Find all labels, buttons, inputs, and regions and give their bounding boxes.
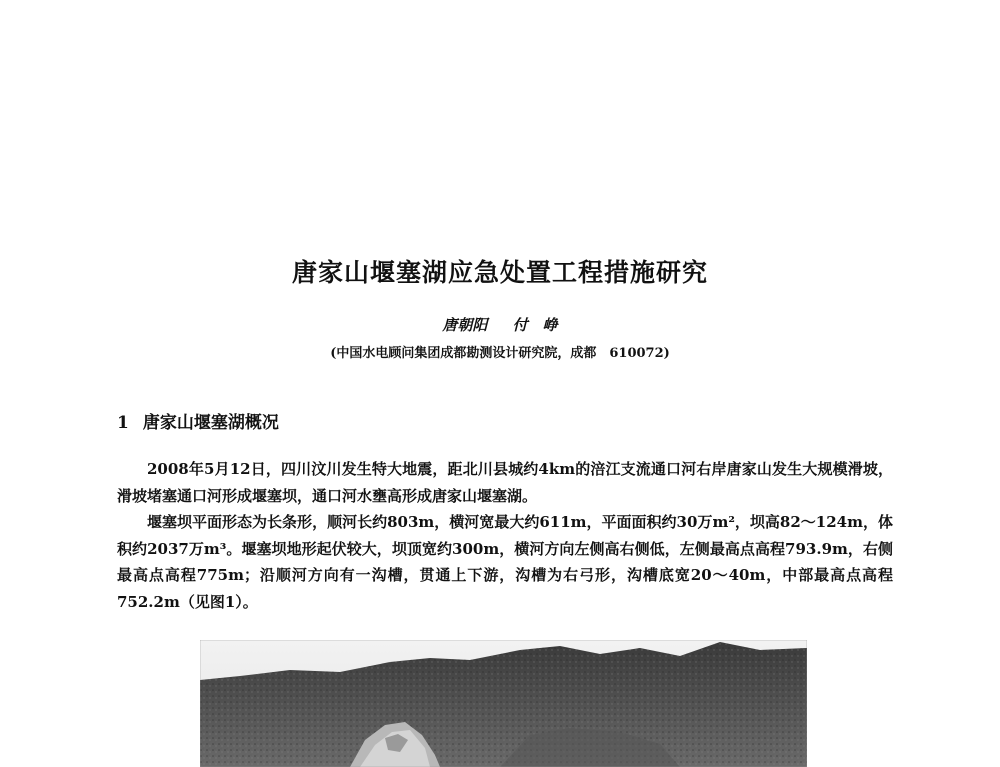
section-title: 唐家山堰塞湖概况 (142, 413, 279, 433)
author-affiliation: (中国水电顾问集团成都勘测设计研究院，成都 610072) (330, 346, 670, 361)
author-name: 付 峥 (512, 316, 558, 334)
landslide-photo-image (200, 640, 807, 767)
author-name: 唐朝阳 (442, 316, 488, 334)
body-paragraph: 2008年5月12日，四川汶川发生特大地震，距北川县城约4km的涪江支流通口河右岸唐家山发生大规模滑坡，滑坡堵塞通口河形成堰塞坝，通口河水壅高形成唐家山堰塞湖。 (117, 460, 893, 505)
section-number: 1 (117, 413, 129, 433)
author-list (0, 314, 1000, 335)
paper-title: 唐家山堰塞湖应急处置工程措施研究 (291, 258, 708, 287)
body-paragraph: 堰塞坝平面形态为长条形，顺河长约803m，横河宽最大约611m，平面面积约30万m²，坝高82～124m，体积约2037万m³。堰塞坝地形起伏较大，坝顶宽约300m，横河方向左侧高右侧低，左侧最高点高程793.9m，右侧最高点高程775m；沿顺河方向有一沟槽，贯通上下游，沟槽为右弓形，沟槽底宽20～40m，中部最高点高程752.2m（见图1）。 (117, 513, 893, 611)
section-heading (117, 408, 279, 433)
figure-photo (200, 640, 807, 767)
